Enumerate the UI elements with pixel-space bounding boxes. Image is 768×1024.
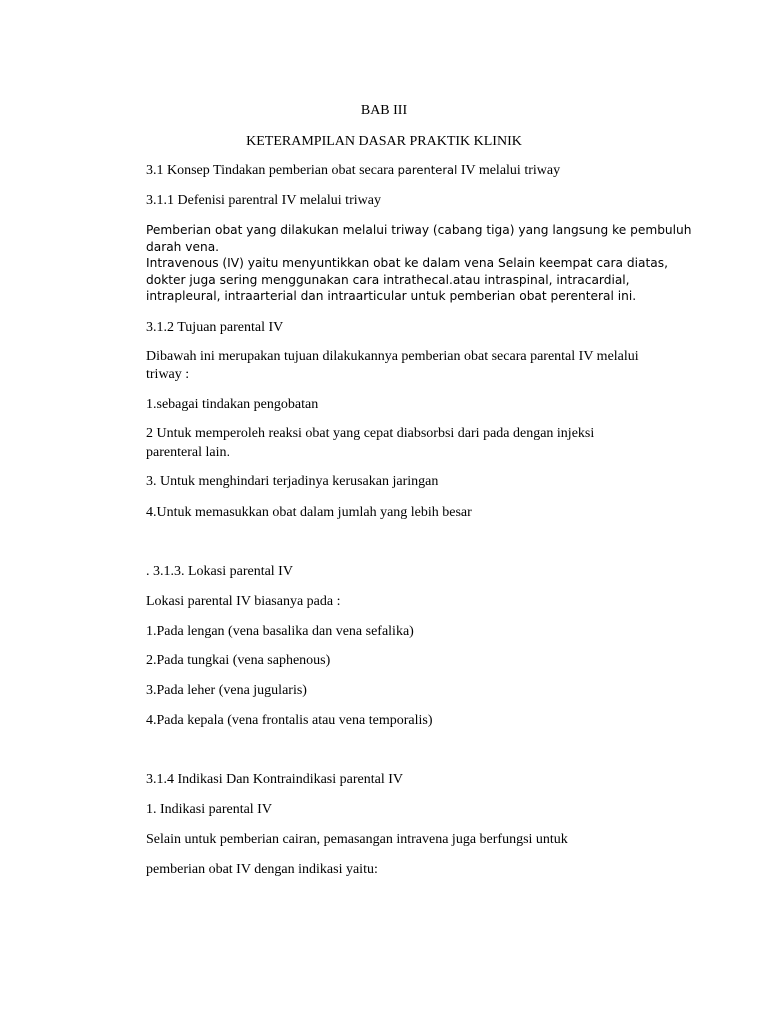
- lokasi-intro: Lokasi parental IV biasanya pada :: [146, 594, 341, 609]
- lokasi-item-1: 1.Pada lengan (vena basalika dan vena sefalika): [146, 624, 414, 639]
- tujuan-intro: Dibawah ini merupakan tujuan dilakukannya pemberian obat secara parental IV melalui triway :: [146, 349, 639, 382]
- tujuan-item-2: [146, 425, 616, 462]
- document-title: KETERAMPILAN DASAR PRAKTIK KLINIK: [246, 134, 522, 149]
- lokasi-item-4: 4.Pada kepala (vena frontalis atau vena temporalis): [146, 713, 433, 728]
- tujuan-item-1: 1.sebagai tindakan pengobatan: [146, 397, 319, 412]
- tujuan-item-2-text: 2 Untuk memperoleh reaksi obat yang cepat diabsorbsi dari pada dengan injeksi parenteral lain: [146, 426, 595, 460]
- lokasi-item-3: 3.Pada leher (vena jugularis): [146, 683, 307, 698]
- definition-line-1: Pemberian obat yang dilakukan melalui triway (cabang tiga) yang langsung ke pembuluh: [146, 223, 692, 237]
- indikasi-heading: 1. Indikasi parental IV: [146, 802, 272, 817]
- indikasi-line-2: pemberian obat IV dengan indikasi yaitu:: [146, 862, 378, 877]
- tujuan-item-4: 4.Untuk memasukkan obat dalam jumlah yang lebih besar: [146, 505, 472, 520]
- definition-line-5: intrapleural, intraarterial dan intraarticular untuk pemberian obat perenteral ini.: [146, 289, 637, 303]
- section-3-1-heading: [146, 162, 560, 179]
- section-3-1-suffix: IV melalui triway: [457, 163, 561, 178]
- section-3-1-3-heading: . 3.1.3. Lokasi parental IV: [146, 564, 293, 579]
- section-3-1-1-heading: 3.1.1 Defenisi parentral IV melalui triway: [146, 193, 381, 208]
- section-3-1-word: parenteral: [397, 163, 458, 177]
- section-3-1-prefix: 3.1 Konsep Tindakan pemberian obat secara: [146, 163, 398, 178]
- section-3-1-4-heading: 3.1.4 Indikasi Dan Kontraindikasi parental IV: [146, 772, 403, 787]
- tujuan-item-3: 3. Untuk menghindari terjadinya kerusakan jaringan: [146, 474, 439, 489]
- definition-line-2: darah vena.: [146, 239, 220, 254]
- definition-line-4: dokter juga sering menggunakan cara intrathecal.atau intraspinal, intracardial,: [146, 272, 630, 287]
- tujuan-item-2-dot: .: [226, 445, 231, 459]
- chapter-heading: BAB III: [360, 103, 408, 118]
- definition-line-3: Intravenous (IV) yaitu menyuntikkan obat ke dalam vena Selain keempat cara diatas,: [146, 256, 668, 270]
- section-3-1-2-heading: 3.1.2 Tujuan parental IV: [146, 320, 284, 335]
- indikasi-line-1: Selain untuk pemberian cairan, pemasangan intravena juga berfungsi untuk: [146, 832, 568, 847]
- lokasi-item-2: 2.Pada tungkai (vena saphenous): [146, 653, 331, 668]
